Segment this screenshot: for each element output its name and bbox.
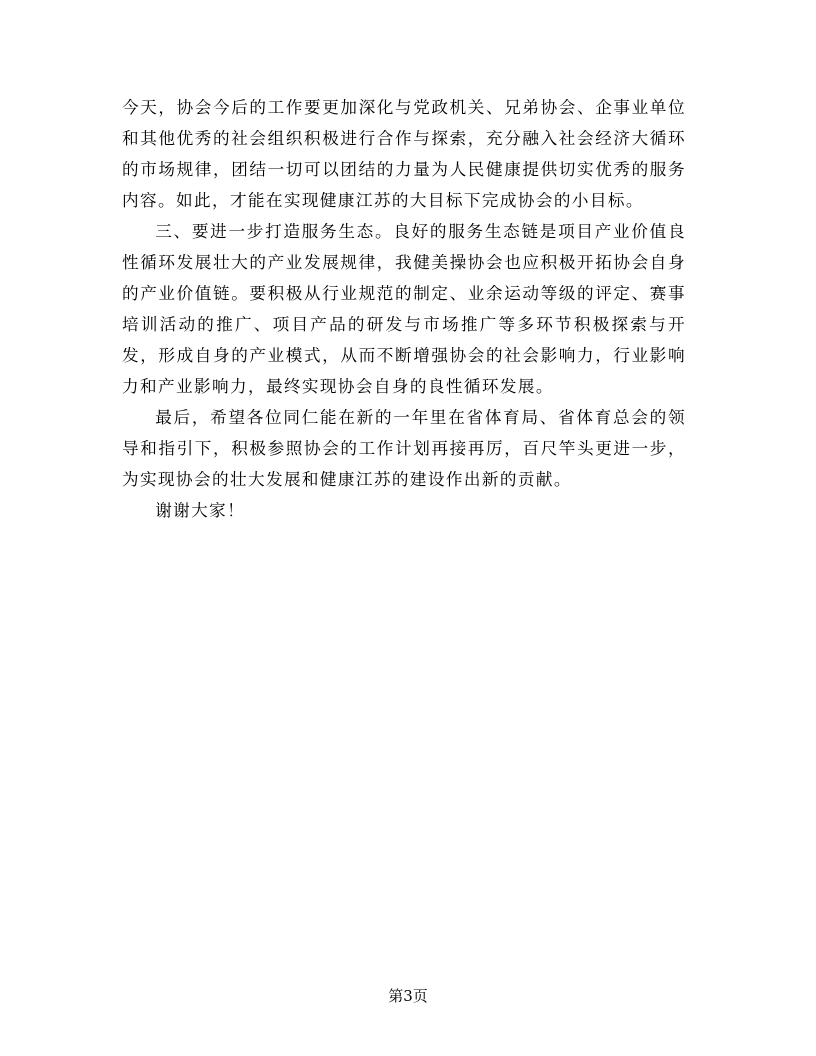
paragraph-closing-hopes: 最后，希望各位同仁能在新的一年里在省体育局、省体育总会的领导和指引下，积极参照协会的工作计划再接再厉，百尺竿头更进一步，为实现协会的壮大发展和健康江苏的建设作出新的贡献。 — [122, 408, 686, 489]
paragraph-service-ecology: 三、要进一步打造服务生态。良好的服务生态链是项目产业价值良性循环发展壮大的产业发展规律，我健美操协会也应积极开拓协会自身的产业价值链。要积极从行业规范的制定、业余运动等级的评定、赛事培训活动的推广、项目产品的研发与市场推广等多环节积极探索与开发，形成自身的产业模式，从而不断增强协会的社会影响力，行业影响力和产业影响力，最终实现协会自身的良性循环发展。 — [122, 222, 686, 396]
paragraph-continuation: 今天，协会今后的工作要更加深化与党政机关、兄弟协会、企事业单位和其他优秀的社会组织积极进行合作与探索，充分融入社会经济大循环的市场规律，团结一切可以团结的力量为人民健康提供切实优秀的服务内容。如此，才能在实现健康江苏的大目标下完成协会的小目标。 — [122, 98, 686, 210]
document-body — [122, 92, 686, 526]
paragraph-thanks: 谢谢大家！ — [155, 501, 246, 520]
page-number: 第3页 — [388, 987, 428, 1005]
